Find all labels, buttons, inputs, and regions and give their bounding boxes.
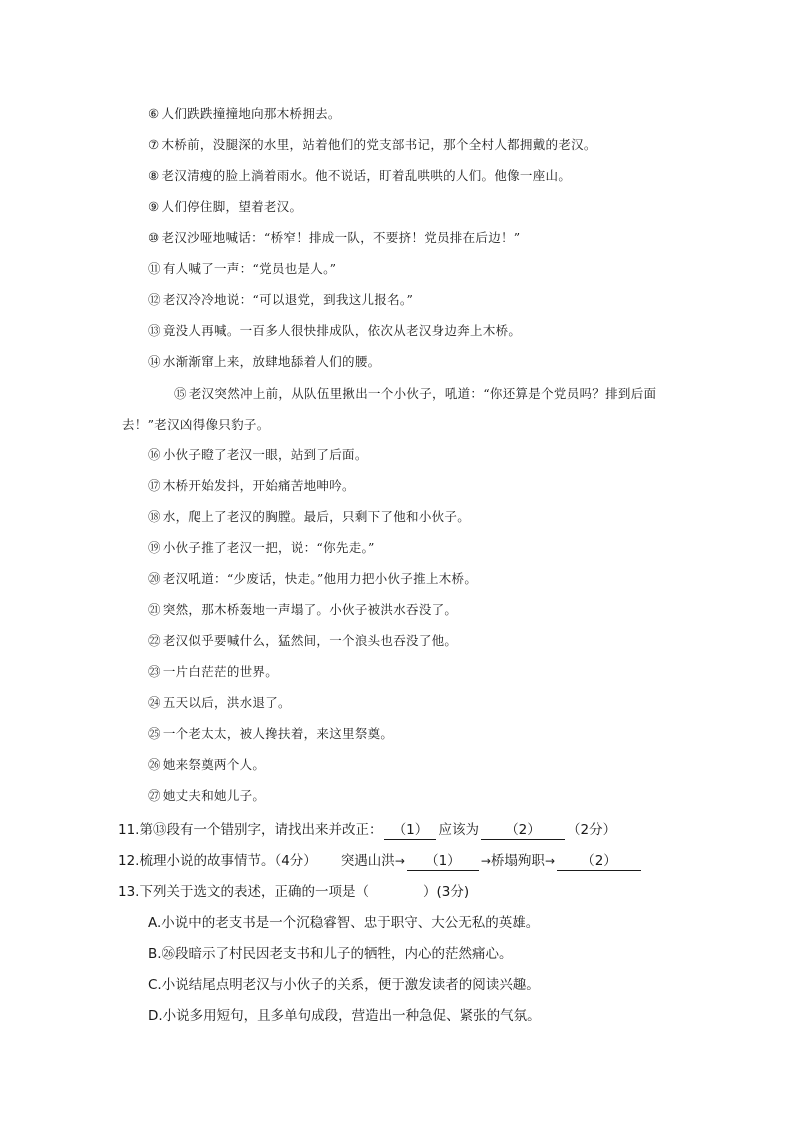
paragraph-9: ⑨ 人们停住脚，望着老汉。 [148,199,303,214]
arrow-icon: → [544,854,555,868]
question-11: 11.第⑬段有一个错别字，请找出来并改正： （1） 应该为 （2） （2分） [118,822,617,838]
answer-blank-1[interactable]: （1） [384,821,436,840]
option-a[interactable]: A.小说中的老支书是一个沉稳睿智、忠于职守、大公无私的英雄。 [148,915,540,931]
paragraph-27: ㉗ 她丈夫和她儿子。 [148,788,266,803]
option-d[interactable]: D.小说多用短句，且多单句成段，营造出一种急促、紧张的气氛。 [148,1008,541,1024]
paragraph-15: ⑮ 老汉突然冲上前，从队伍里揪出一个小伙子，吼道：“你还算是个党员吗？排到后面去！”老汉凶得像只豹子。 [122,386,657,432]
paragraph-6: ⑥ 人们跌跌撞撞地向那木桥拥去。 [148,106,341,121]
question-13: 13.下列关于选文的表述，正确的一项是（ ）(3分) [118,884,470,900]
paragraph-7: ⑦ 木桥前，没腿深的水里，站着他们的党支部书记，那个全村人都拥戴的老汉。 [148,137,597,152]
arrow-icon: → [480,854,491,868]
answer-blank-2[interactable]: （2） [481,821,565,840]
paragraph-25: ㉕ 一个老太太，被人搀扶着，来这里祭奠。 [148,726,394,741]
paragraph-13: ⑬ 竟没人再喊。一百多人很快排成队，依次从老汉身边奔上木桥。 [148,323,522,338]
option-c[interactable]: C.小说结尾点明老汉与小伙子的关系，便于激发读者的阅读兴趣。 [148,977,540,993]
paragraph-20: ⑳ 老汉吼道：“少废话，快走。”他用力把小伙子推上木桥。 [148,571,478,586]
option-b[interactable]: B.㉖段暗示了村民因老支书和儿子的牺牲，内心的茫然痛心。 [148,946,513,962]
plot-blank-1[interactable]: （1） [407,852,479,871]
paragraph-24: ㉔ 五天以后，洪水退了。 [148,695,291,710]
paragraph-26: ㉖ 她来祭奠两个人。 [148,757,266,772]
paragraph-8: ⑧ 老汉清瘦的脸上淌着雨水。他不说话，盯着乱哄哄的人们。他像一座山。 [148,168,572,183]
paragraph-21: ㉑ 突然，那木桥轰地一声塌了。小伙子被洪水吞没了。 [148,602,458,617]
paragraph-23: ㉓ 一片白茫茫的世界。 [148,664,279,679]
paragraph-18: ⑱ 水，爬上了老汉的胸膛。最后，只剩下了他和小伙子。 [148,509,471,524]
paragraph-11: ⑪ 有人喊了一声：“党员也是人。” [148,261,337,276]
paragraph-17: ⑰ 木桥开始发抖，开始痛苦地呻吟。 [148,478,355,493]
paragraph-16: ⑯ 小伙子瞪了老汉一眼，站到了后面。 [148,447,368,462]
paragraph-10: ⑩ 老汉沙哑地喊话：“桥窄！排成一队，不要挤！党员排在后边！” [148,230,521,245]
paragraph-22: ㉒ 老汉似乎要喊什么，猛然间，一个浪头也吞没了他。 [148,633,458,648]
arrow-icon: → [394,854,405,868]
paragraph-12: ⑫ 老汉冷冷地说：“可以退党，到我这儿报名。” [148,292,414,307]
plot-blank-2[interactable]: （2） [557,852,641,871]
question-12: 12.梳理小说的故事情节。（4分） 突遇山洪→ （1） →桥塌殉职→ （2） [118,852,718,871]
paragraph-19: ⑲ 小伙子推了老汉一把，说：“你先走。” [148,540,375,555]
paragraph-14: ⑭ 水渐渐窜上来，放肆地舔着人们的腰。 [148,354,381,369]
